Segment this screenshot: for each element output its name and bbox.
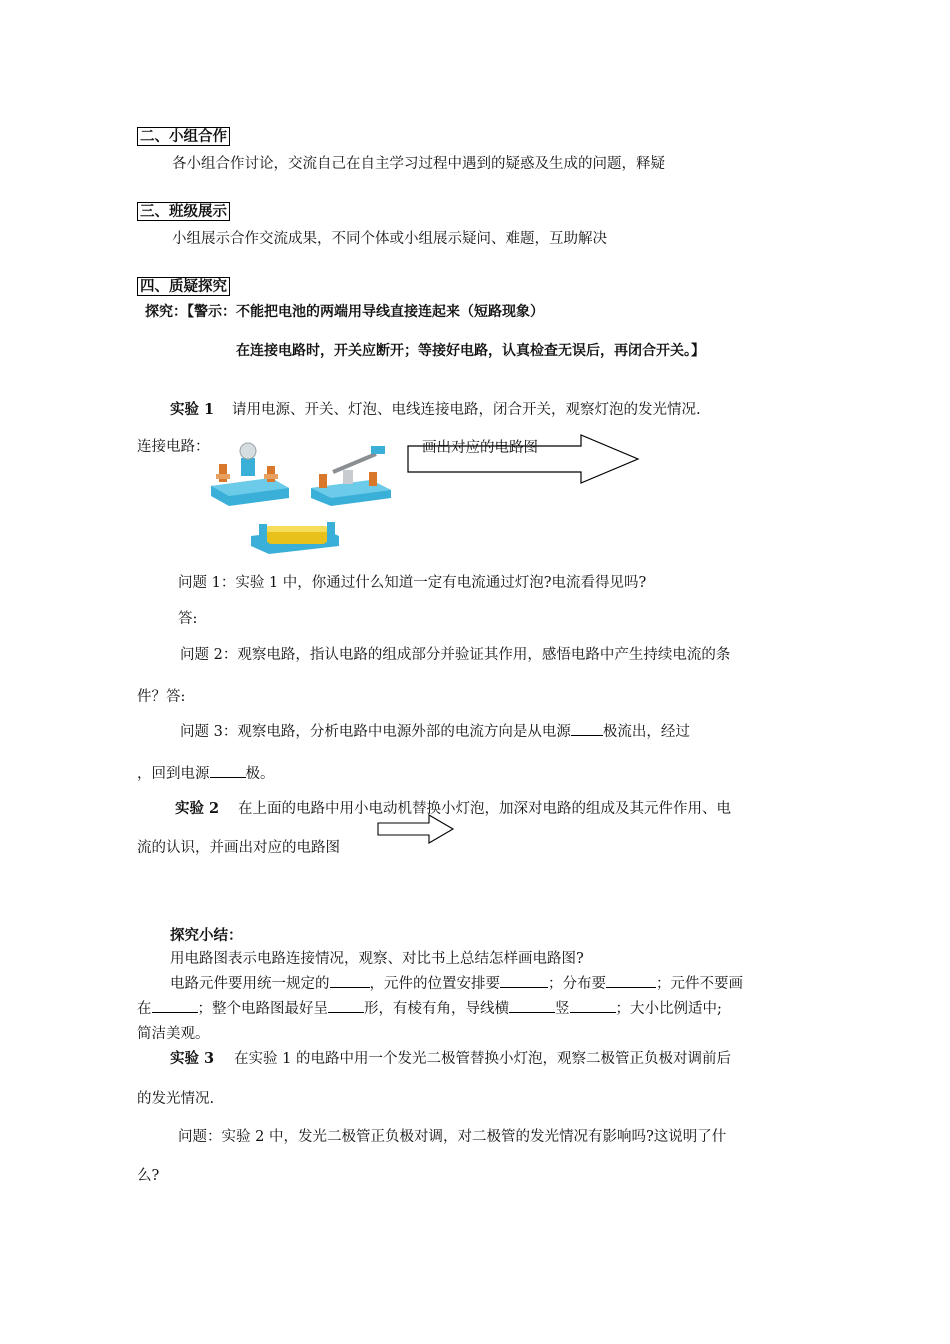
exp2-line-1: 在上面的电路中用小电动机替换小灯泡，加深对电路的组成及其元件作用、电 xyxy=(238,801,731,817)
summary-line-3 xyxy=(137,997,722,1018)
exp3-line-2: 的发光情况. xyxy=(137,1091,215,1107)
section-2-text: 各小组合作讨论，交流自己在自主学习过程中遇到的疑惑及生成的问题，释疑 xyxy=(172,156,665,172)
question-2-line-1: 问题 2：观察电路，指认电路的组成部分并验证其作用，感悟电路中产生持续电流的条 xyxy=(180,647,731,663)
answer-label: 答: xyxy=(178,611,198,627)
exp3-question-line-2: 么? xyxy=(137,1168,160,1184)
small-arrow xyxy=(377,814,455,844)
question-3-line-2 xyxy=(137,762,275,783)
section-3-text: 小组展示合作交流成果，不同个体或小组展示疑问、难题，互助解决 xyxy=(172,231,607,247)
blank-horizontal[interactable] xyxy=(509,998,555,1013)
summary-text-h: 竖 xyxy=(555,1001,570,1017)
summary-text-g: 形，有棱有角，导线横 xyxy=(364,1001,509,1017)
summary-text-b: ，元件的位置安排要 xyxy=(369,976,500,992)
exp3-question-line-1: 问题：实验 2 中，发光二极管正负极对调，对二极管的发光情况有影响吗?这说明了什 xyxy=(178,1129,727,1145)
exp3-label: 实验 3 xyxy=(170,1050,215,1067)
blank-location[interactable] xyxy=(152,998,198,1013)
question-3-text-b: 极流出，经过 xyxy=(602,724,690,740)
blank-vertical[interactable] xyxy=(570,998,616,1013)
warning-line-1: 探究：【警示：不能把电池的两端用导线直接连起来（短路现象） xyxy=(145,304,544,320)
section-heading-3: 三、班级展示 xyxy=(137,202,230,221)
question-2-line-2: 件？答: xyxy=(137,689,186,705)
summary-text-c: ；分布要 xyxy=(548,976,606,992)
summary-text-f: ；整个电路图最好呈 xyxy=(197,1001,328,1017)
question-3-text-c: ，回到电源 xyxy=(137,766,210,782)
question-1: 问题 1：实验 1 中，你通过什么知道一定有电流通过灯泡?电流看得见吗? xyxy=(178,575,647,591)
section-heading-2: 二、小组合作 xyxy=(137,127,230,146)
summary-text-i: ；大小比例适中; xyxy=(615,1001,722,1017)
summary-text-a: 电路元件要用统一规定的 xyxy=(170,976,330,992)
draw-circuit-label: 画出对应的电路图 xyxy=(422,440,538,456)
blank-distribution[interactable] xyxy=(606,973,656,988)
blank-pole-out[interactable] xyxy=(571,721,603,736)
blank-placement[interactable] xyxy=(500,973,548,988)
exp1-text: 请用电源、开关、灯泡、电线连接电路，闭合开关，观察灯泡的发光情况. xyxy=(232,402,701,418)
question-3-text-d: 极。 xyxy=(245,766,275,782)
circuit-components-image xyxy=(211,436,393,564)
exp3-line-1: 在实验 1 的电路中用一个发光二极管替换小灯泡，观察二极管正负极对调前后 xyxy=(234,1051,731,1067)
blank-pole-in[interactable] xyxy=(210,763,246,778)
section-heading-4: 四、质疑探究 xyxy=(137,277,230,296)
exp2-label: 实验 2 xyxy=(175,800,220,817)
summary-line-4: 简洁美观。 xyxy=(137,1026,210,1042)
question-3-line-1 xyxy=(180,720,690,741)
exp2-line-2: 流的认识，并画出对应的电路图 xyxy=(137,840,340,856)
warning-line-2: 在连接电路时，开关应断开；等接好电路，认真检查无误后，再闭合开关。】 xyxy=(236,343,705,359)
summary-text-e: 在 xyxy=(137,1001,152,1017)
connect-circuit-label: 连接电路： xyxy=(137,439,210,455)
summary-text-d: ；元件不要画 xyxy=(656,976,743,992)
exp1-label: 实验 1 xyxy=(170,401,215,418)
summary-line-2 xyxy=(170,972,743,993)
summary-label: 探究小结： xyxy=(170,927,243,944)
summary-line-1: 用电路图表示电路连接情况，观察、对比书上总结怎样画电路图? xyxy=(170,951,584,967)
question-3-text-a: 问题 3：观察电路，分析电路中电源外部的电流方向是从电源 xyxy=(180,724,571,740)
blank-symbols[interactable] xyxy=(330,973,370,988)
blank-shape[interactable] xyxy=(328,998,364,1013)
